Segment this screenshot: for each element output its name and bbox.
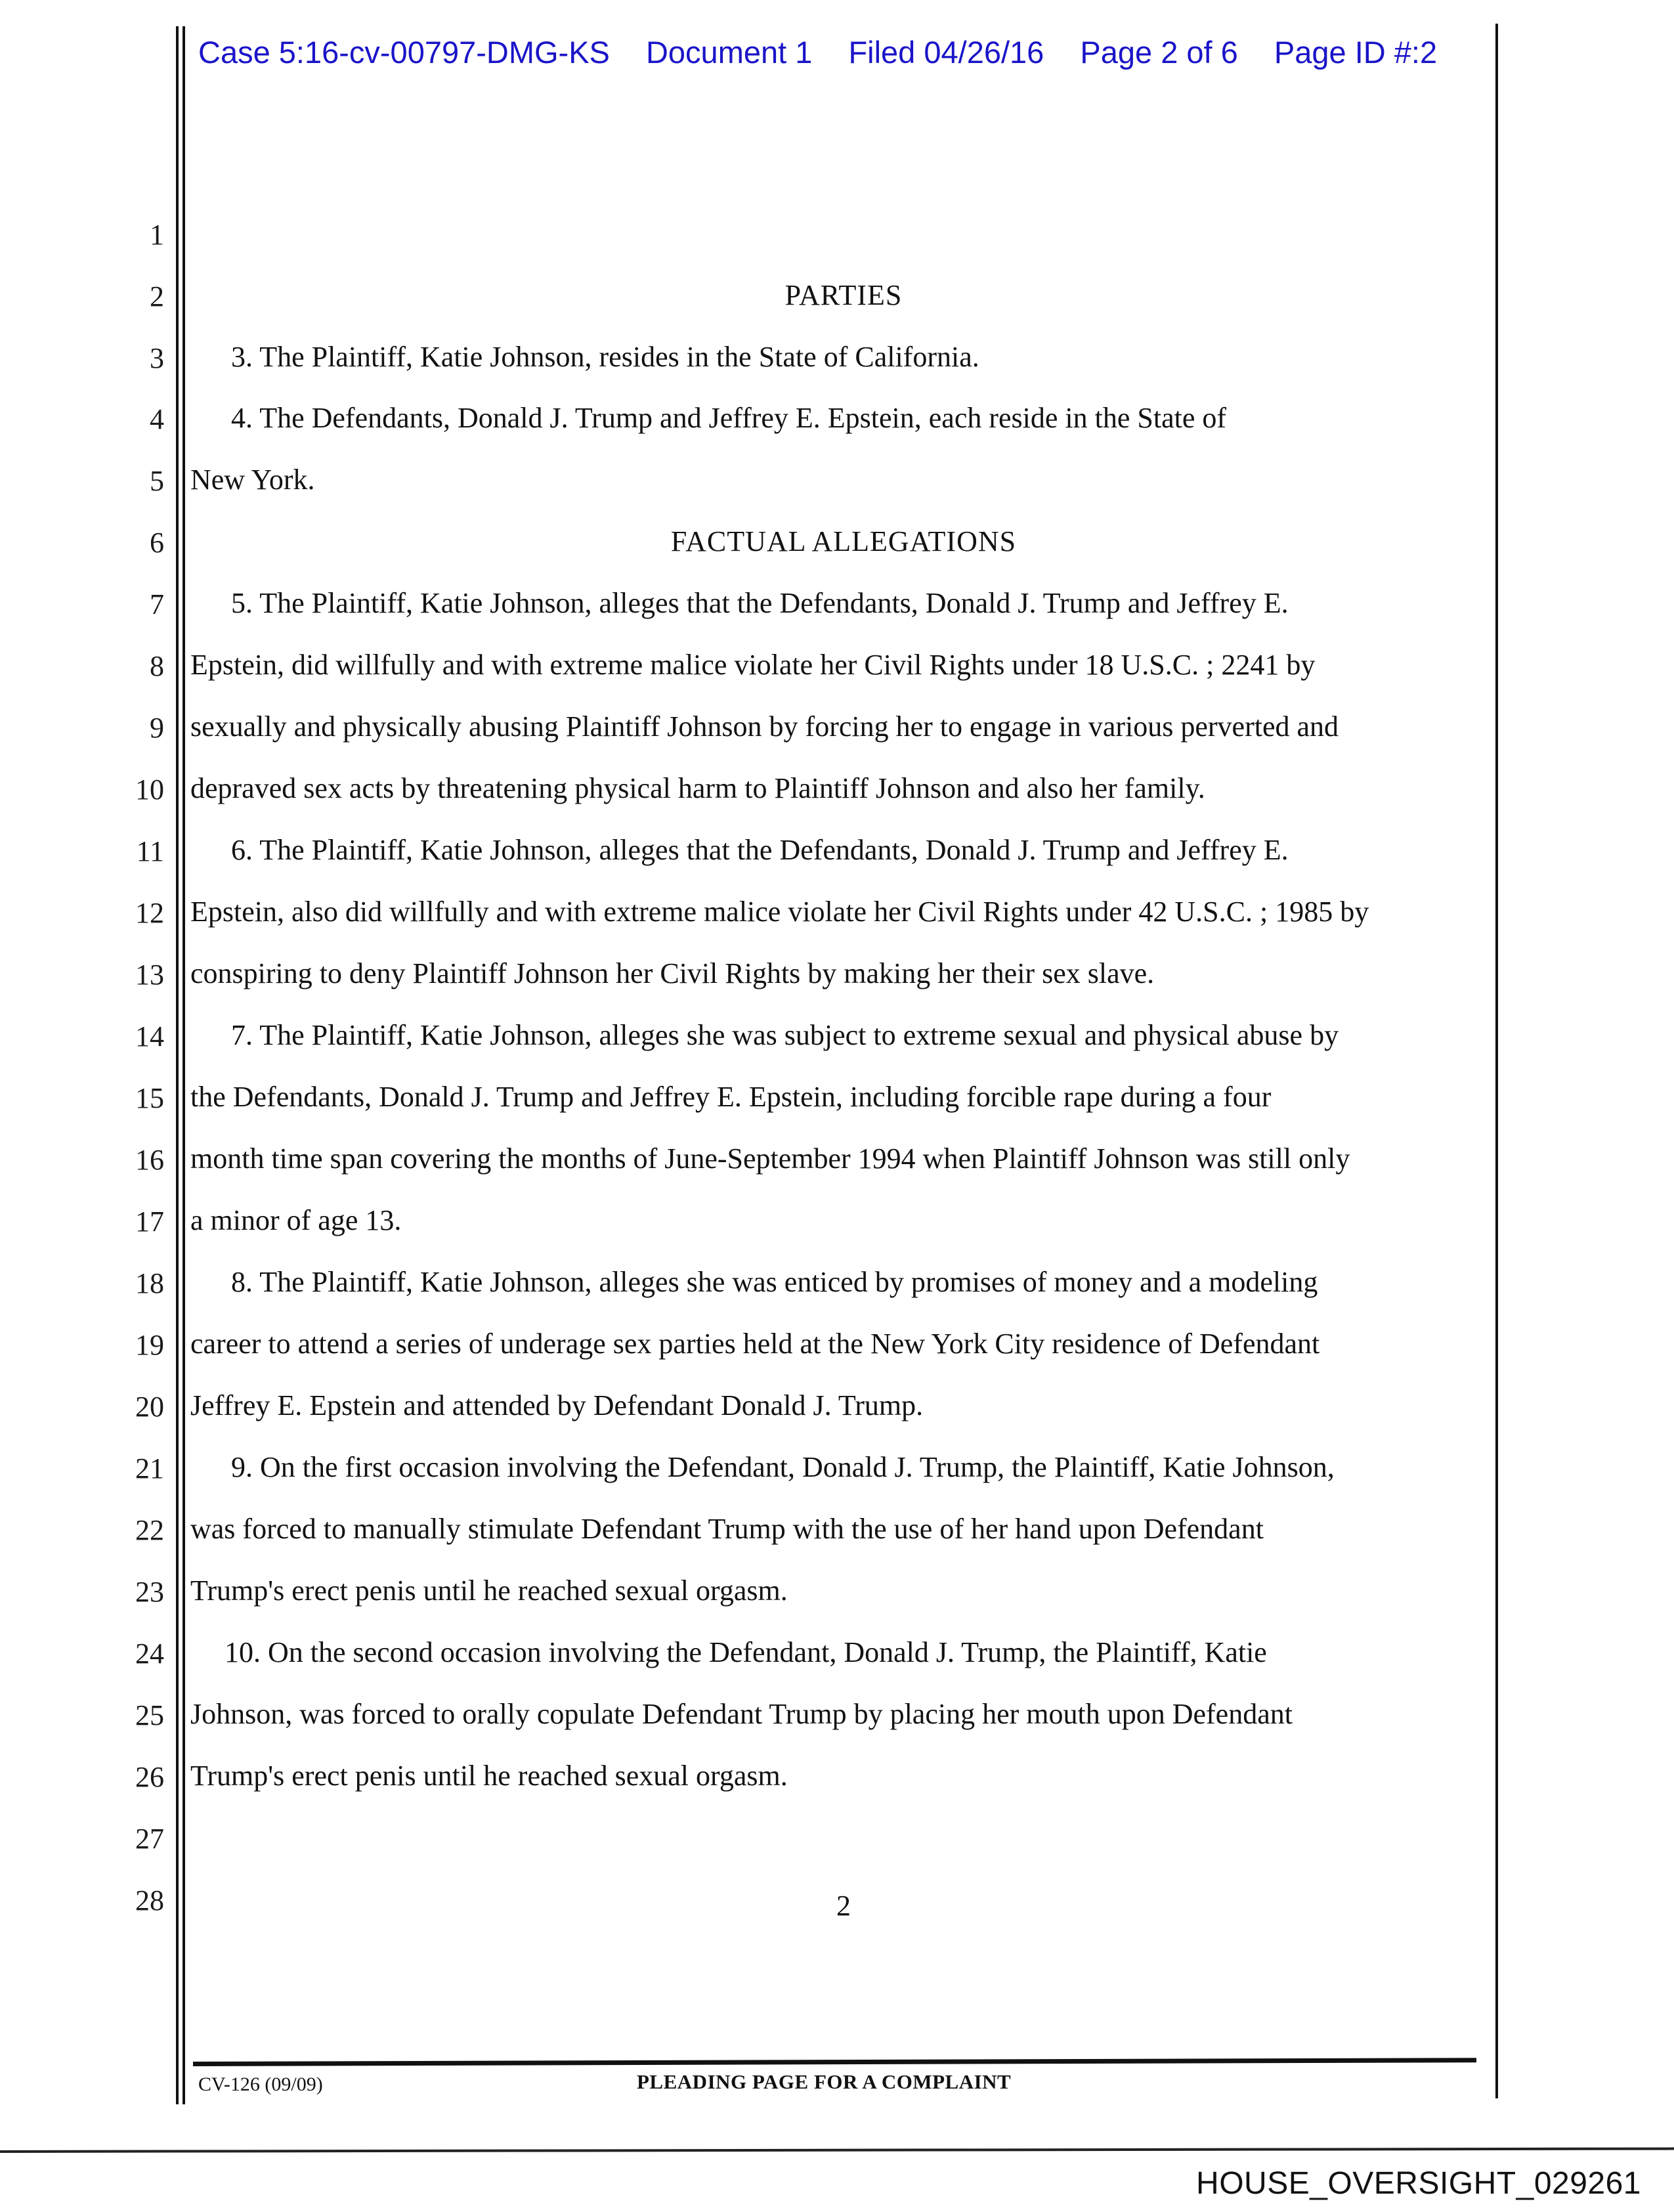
- line-number: 13: [135, 959, 164, 991]
- paragraph-4-line-1: 4. The Defendants, Donald J. Trump and Jeffrey E. Epstein, each reside in the State of: [231, 402, 1227, 434]
- left-margin-rule-outer: [176, 26, 179, 2104]
- paragraph-8-line-1: 8. The Plaintiff, Katie Johnson, alleges she was enticed by promises of money and a modeling: [231, 1266, 1318, 1298]
- line-number: 9: [150, 712, 164, 744]
- line-number: 12: [135, 897, 164, 929]
- paragraph-8-line-3: Jeffrey E. Epstein and attended by Defendant Donald J. Trump.: [190, 1389, 924, 1421]
- paragraph-5-line-1: 5. The Plaintiff, Katie Johnson, alleges that the Defendants, Donald J. Trump and Jeffrey E.: [231, 587, 1289, 619]
- paragraph-5-line-2: Epstein, did willfully and with extreme malice violate her Civil Rights under 18 U.S.C. ; 2241 by: [190, 649, 1316, 681]
- line-number: 7: [150, 588, 164, 620]
- line-number: 3: [150, 342, 164, 374]
- paragraph-7-line-3: month time span covering the months of June-September 1994 when Plaintiff Johnson was still only: [190, 1142, 1350, 1175]
- bates-number: HOUSE_OVERSIGHT_029261: [1196, 2166, 1641, 2201]
- right-margin-rule: [1495, 24, 1498, 2098]
- line-number: 15: [135, 1082, 164, 1114]
- line-number: 20: [135, 1391, 164, 1423]
- form-code: CV-126 (09/09): [198, 2073, 323, 2095]
- paragraph-6-line-2: Epstein, also did willfully and with extreme malice violate her Civil Rights under 42 U.S.C. ; 1985 by: [190, 896, 1369, 928]
- left-margin-rule-inner: [182, 26, 185, 2104]
- filed-date: Filed 04/26/16: [848, 35, 1044, 70]
- paragraph-7-line-4: a minor of age 13.: [190, 1204, 402, 1236]
- paragraph-10-line-2: Johnson, was forced to orally copulate Defendant Trump by placing her mouth upon Defendant: [190, 1698, 1293, 1730]
- line-number: 14: [135, 1020, 164, 1052]
- case-number: Case 5:16-cv-00797-DMG-KS: [198, 35, 610, 70]
- footer-title: PLEADING PAGE FOR A COMPLAINT: [637, 2070, 1012, 2093]
- line-number: 2: [150, 280, 164, 313]
- line-number: 5: [150, 465, 164, 497]
- line-number: 25: [135, 1699, 164, 1731]
- line-number: 23: [135, 1576, 164, 1608]
- line-number: 16: [135, 1144, 164, 1176]
- line-number: 27: [135, 1823, 164, 1855]
- line-number: 10: [135, 773, 164, 806]
- paragraph-10-line-3: Trump's erect penis until he reached sexual orgasm.: [190, 1760, 788, 1792]
- paragraph-6-line-3: conspiring to deny Plaintiff Johnson her Civil Rights by making her their sex slave.: [190, 957, 1155, 989]
- line-number: 22: [135, 1514, 164, 1546]
- paragraph-5-line-4: depraved sex acts by threatening physical harm to Plaintiff Johnson and also her family.: [190, 772, 1205, 804]
- section-heading-factual-allegations: FACTUAL ALLEGATIONS: [670, 525, 1017, 557]
- paragraph-9-line-3: Trump's erect penis until he reached sexual orgasm.: [190, 1574, 788, 1607]
- page-count: Page 2 of 6: [1080, 35, 1238, 70]
- section-heading-parties: PARTIES: [784, 279, 903, 311]
- line-number: 18: [135, 1267, 164, 1299]
- paragraph-9-line-2: was forced to manually stimulate Defendant Trump with the use of her hand upon Defendant: [190, 1513, 1264, 1545]
- line-number: 19: [135, 1329, 164, 1361]
- paragraph-6-line-1: 6. The Plaintiff, Katie Johnson, alleges that the Defendants, Donald J. Trump and Jeffrey E.: [231, 834, 1289, 866]
- line-number: 11: [136, 835, 164, 867]
- paragraph-8-line-2: career to attend a series of underage sex parties held at the New York City residence of Defendant: [190, 1328, 1320, 1360]
- line-number: 6: [150, 527, 164, 559]
- document-number: Document 1: [645, 35, 813, 70]
- scan-page-edge: [0, 2148, 1674, 2153]
- paragraph-4-line-2: New York.: [190, 464, 315, 496]
- line-number: 4: [150, 403, 164, 435]
- line-number: 26: [135, 1761, 164, 1793]
- line-number: 28: [135, 1884, 164, 1917]
- line-number: 17: [135, 1205, 164, 1238]
- paragraph-5-line-3: sexually and physically abusing Plaintiff Johnson by forcing her to engage in various perverted and: [190, 710, 1339, 743]
- ecf-filing-header: [198, 34, 1437, 70]
- page-id: Page ID #:2: [1274, 35, 1438, 70]
- paragraph-3: 3. The Plaintiff, Katie Johnson, resides in the State of California.: [231, 341, 979, 373]
- line-number: 1: [150, 219, 164, 251]
- paragraph-9-line-1: 9. On the first occasion involving the Defendant, Donald J. Trump, the Plaintiff, Katie Johnson,: [231, 1451, 1335, 1483]
- line-number: 24: [135, 1637, 164, 1670]
- line-number: 21: [135, 1452, 164, 1485]
- paragraph-7-line-2: the Defendants, Donald J. Trump and Jeffrey E. Epstein, including forcible rape during a four: [190, 1081, 1272, 1113]
- paragraph-10-line-1: 10. On the second occasion involving the Defendant, Donald J. Trump, the Plaintiff, Katie: [225, 1636, 1267, 1668]
- page-number: 2: [836, 1890, 851, 1922]
- line-number: 8: [150, 650, 164, 682]
- footer-divider: [193, 2058, 1476, 2066]
- paragraph-7-line-1: 7. The Plaintiff, Katie Johnson, alleges she was subject to extreme sexual and physical abuse by: [231, 1019, 1339, 1051]
